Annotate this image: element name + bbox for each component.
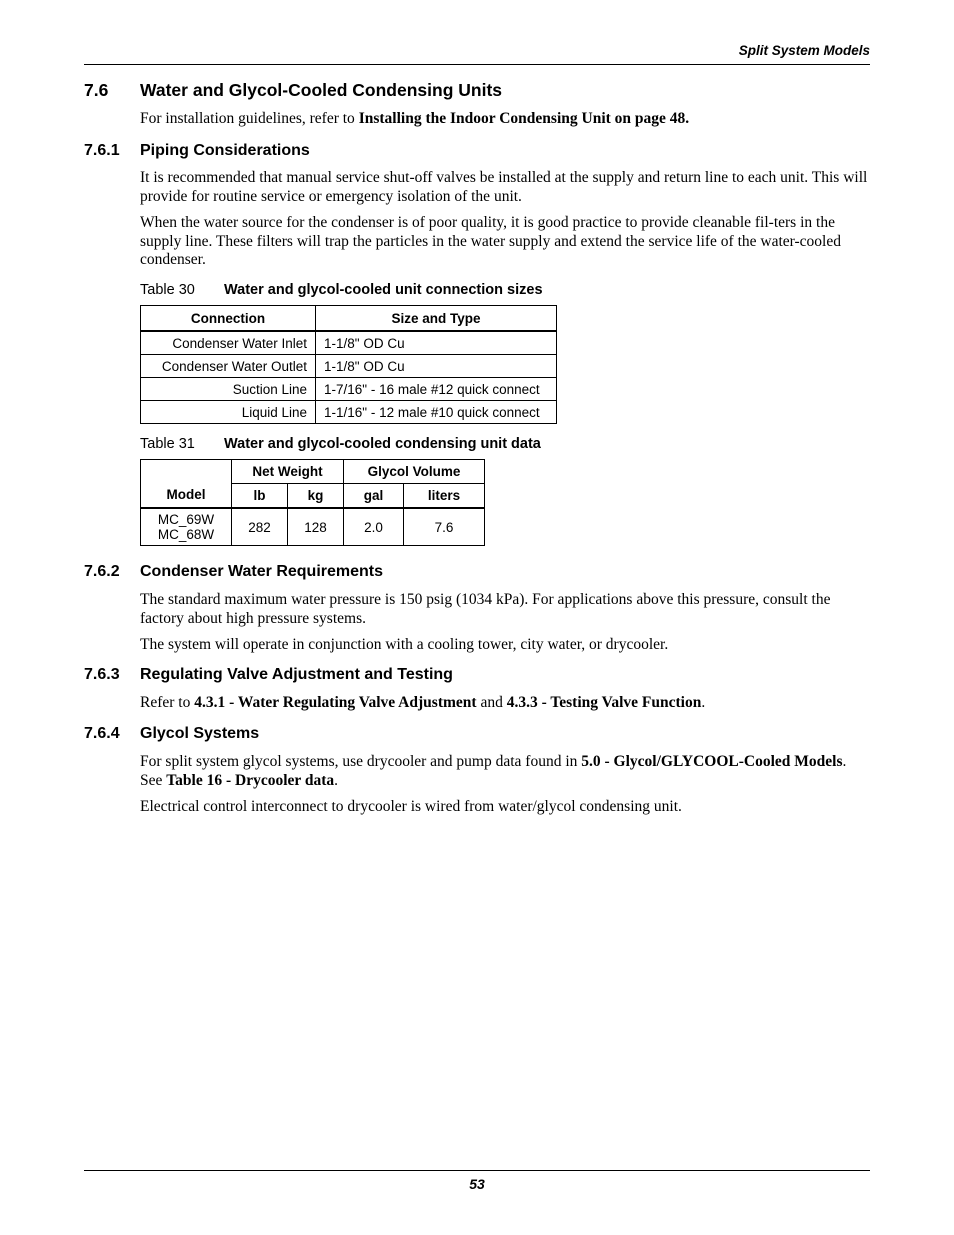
group-header: Net Weight bbox=[232, 460, 344, 484]
section-heading bbox=[84, 80, 502, 101]
condensing-unit-data-table bbox=[140, 459, 485, 546]
table-30-caption: Table 30 Water and glycol-cooled unit connection sizes bbox=[140, 282, 543, 298]
piping-paragraph-1: It is recommended that manual service shut-off valves be installed at the supply and return line to each unit. This will provide for routine service or emergency isolation of the unit. bbox=[140, 169, 868, 205]
column-header: Connection bbox=[141, 306, 316, 332]
valve-paragraph: Refer to 4.3.1 - Water Regulating Valve Adjustment and 4.3.3 - Testing Valve Function. bbox=[140, 694, 706, 711]
subsection-heading-7-6-4: 7.6.4 Glycol Systems bbox=[84, 725, 260, 742]
subsection-heading-7-6-3: 7.6.3 Regulating Valve Adjustment and Testing bbox=[84, 666, 453, 683]
column-header: liters bbox=[404, 484, 485, 509]
table-31-caption: Table 31 Water and glycol-cooled condensing unit data bbox=[140, 436, 541, 452]
table-row: Liquid Line 1-1/16" - 12 male #10 quick connect bbox=[141, 401, 557, 424]
column-header: gal bbox=[344, 484, 404, 509]
glycol-paragraph-1: For split system glycol systems, use drycooler and pump data found in 5.0 - Glycol/GLYCOOL-Cooled Models. See Table 16 - Drycooler data. bbox=[140, 753, 847, 789]
testing-valve-link[interactable]: 4.3.3 - Testing Valve Function bbox=[506, 694, 702, 711]
group-header: Glycol Volume bbox=[344, 460, 485, 484]
section-title: Water and Glycol-Cooled Condensing Units bbox=[140, 80, 503, 100]
intro-link[interactable]: Installing the Indoor Condensing Unit on page 48. bbox=[358, 110, 690, 127]
glycol-paragraph-2: Electrical control interconnect to drycooler is wired from water/glycol condensing unit. bbox=[140, 798, 682, 815]
piping-paragraph-2: When the water source for the condenser is of poor quality, it is good practice to provide cleanable fil-ters in the supply line. These filters will trap the particles in the water supply and extend the service life of the water-cooled condenser. bbox=[140, 214, 841, 268]
table-row: MC_69W MC_68W 282 128 2.0 7.6 bbox=[141, 508, 485, 546]
subsection-heading-7-6-1: 7.6.1 Piping Considerations bbox=[84, 142, 310, 159]
valve-adjustment-link[interactable]: 4.3.1 - Water Regulating Valve Adjustment bbox=[194, 694, 477, 711]
running-header: Split System Models bbox=[738, 43, 870, 58]
connection-sizes-table bbox=[140, 305, 557, 424]
column-header: Model bbox=[141, 460, 232, 509]
page-number: 53 bbox=[469, 1176, 485, 1192]
glycol-models-link[interactable]: 5.0 - Glycol/GLYCOOL-Cooled Models bbox=[581, 753, 843, 770]
subsection-heading-7-6-2: 7.6.2 Condenser Water Requirements bbox=[84, 563, 384, 580]
column-header: Size and Type bbox=[316, 306, 557, 332]
water-req-paragraph-1: The standard maximum water pressure is 150 psig (1034 kPa). For applications above this pressure, consult the factory about high pressure systems. bbox=[140, 591, 831, 627]
header-rule bbox=[84, 64, 870, 65]
model-cell: MC_69W MC_68W bbox=[141, 508, 232, 546]
drycooler-data-link[interactable]: Table 16 - Drycooler data bbox=[166, 771, 335, 789]
table-row: Suction Line 1-7/16" - 16 male #12 quick connect bbox=[141, 378, 557, 401]
table-row: Condenser Water Inlet 1-1/8" OD Cu bbox=[141, 331, 557, 355]
section-number: 7.6 bbox=[84, 80, 109, 100]
water-req-paragraph-2: The system will operate in conjunction with a cooling tower, city water, or drycooler. bbox=[140, 636, 669, 653]
footer-rule bbox=[84, 1170, 870, 1171]
section-intro: For installation guidelines, refer to Installing the Indoor Condensing Unit on page 48. bbox=[140, 110, 690, 127]
table-row: Condenser Water Outlet 1-1/8" OD Cu bbox=[141, 355, 557, 378]
column-header: lb bbox=[232, 484, 288, 509]
column-header: kg bbox=[288, 484, 344, 509]
